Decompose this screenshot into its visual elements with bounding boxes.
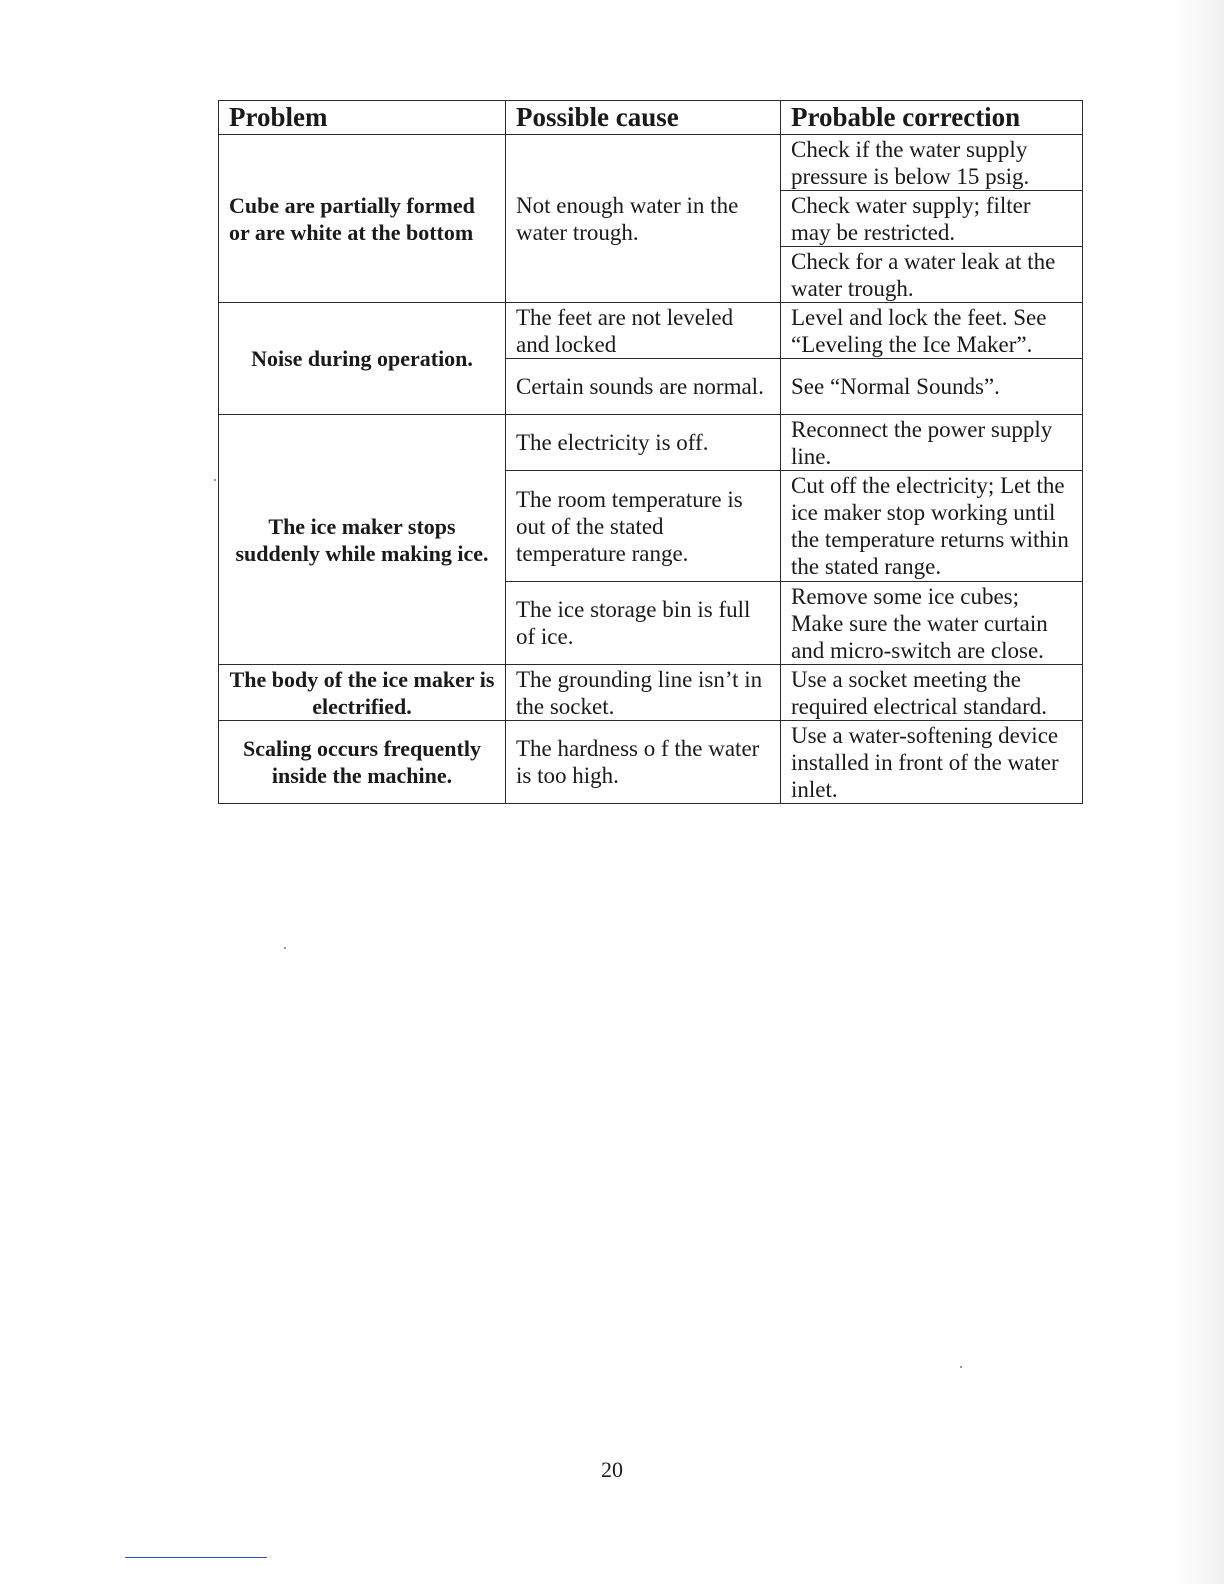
problem-cell: Noise during operation. [219, 303, 506, 415]
cause-cell: The ice storage bin is full of ice. [506, 582, 781, 665]
scan-speck [284, 947, 286, 949]
correction-cell: Use a socket meeting the required electrical standard. [781, 665, 1083, 721]
correction-cell: See “Normal Sounds”. [781, 359, 1083, 415]
table-row [219, 721, 1083, 804]
correction-cell: Check water supply; filter may be restricted. [781, 191, 1083, 247]
correction-cell: Reconnect the power supply line. [781, 415, 1083, 471]
cause-cell: Certain sounds are normal. [506, 359, 781, 415]
cause-cell: The electricity is off. [506, 415, 781, 471]
footer-rule [125, 1557, 267, 1558]
header-possible-cause: Possible cause [506, 101, 781, 135]
table-row [219, 135, 1083, 191]
correction-cell: Remove some ice cubes; Make sure the water curtain and micro-switch are close. [781, 582, 1083, 665]
table-row [219, 415, 1083, 471]
correction-cell: Check for a water leak at the water trough. [781, 247, 1083, 303]
cause-cell: The hardness o f the water is too high. [506, 721, 781, 804]
scan-speck [960, 1366, 962, 1368]
header-problem: Problem [219, 101, 506, 135]
page-edge-shadow [1174, 0, 1224, 1584]
cause-cell: The feet are not leveled and locked [506, 303, 781, 359]
page-number: 20 [601, 1457, 623, 1482]
table-row [219, 665, 1083, 721]
cause-cell: The grounding line isn’t in the socket. [506, 665, 781, 721]
problem-cell: Scaling occurs frequently inside the machine. [219, 721, 506, 804]
table-row [219, 303, 1083, 359]
troubleshooting-table [218, 100, 1083, 804]
problem-cell: The body of the ice maker is electrified. [219, 665, 506, 721]
correction-cell: Level and lock the feet. See “Leveling the Ice Maker”. [781, 303, 1083, 359]
correction-cell: Check if the water supply pressure is below 15 psig. [781, 135, 1083, 191]
scan-speck [214, 479, 216, 481]
correction-cell: Cut off the electricity; Let the ice maker stop working until the temperature returns within the stated range. [781, 471, 1083, 582]
correction-cell: Use a water-softening device installed in front of the water inlet. [781, 721, 1083, 804]
problem-cell: The ice maker stops suddenly while making ice. [219, 415, 506, 665]
problem-cell: Cube are partially formed or are white at the bottom [219, 135, 506, 303]
cause-cell: Not enough water in the water trough. [506, 135, 781, 303]
cause-cell: The room temperature is out of the stated temperature range. [506, 471, 781, 582]
header-probable-correction: Probable correction [781, 101, 1083, 135]
table-header-row [219, 101, 1083, 135]
